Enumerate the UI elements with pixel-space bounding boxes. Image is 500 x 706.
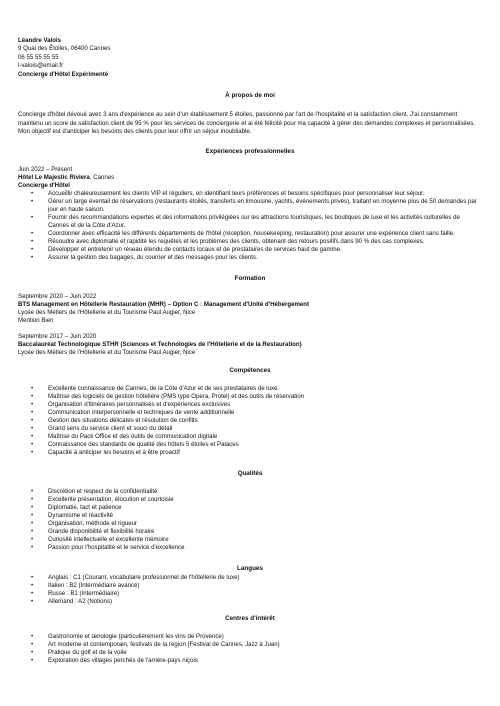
resume-page bbox=[18, 37, 482, 665]
skills-heading: Compétences bbox=[229, 366, 271, 374]
list-item: • Discrétion et respect de la confidentialité bbox=[18, 488, 482, 496]
address: 9 Quai des Étoiles, 06400 Cannes bbox=[18, 45, 111, 53]
education-heading: Formation bbox=[234, 274, 266, 282]
education-entry bbox=[18, 333, 482, 357]
list-item: • Excellente connaissance de Cannes, de la Côte d'Azur et de ses prestataires de luxe bbox=[18, 385, 482, 393]
education-dates: Septembre 2017 – Juin 2020 bbox=[18, 332, 97, 340]
education-note: Mention Bien bbox=[18, 316, 54, 324]
job-dates: Juin 2022 – Présent bbox=[18, 165, 73, 173]
list-item: • Passion pour l'hospitalité et le service d'excellence bbox=[18, 544, 482, 552]
job-employer-line bbox=[18, 174, 482, 182]
list-item: • Communication interpersonnelle et techniques de vente additionnelle bbox=[18, 409, 482, 417]
languages-heading: Langues bbox=[237, 564, 263, 572]
list-item: • Italien : B2 (Intermédiaire avancé) bbox=[18, 582, 482, 590]
list-item: • Grande disponibilité et flexibilité horaire bbox=[18, 528, 482, 536]
list-item: • Résoudre avec diplomatie et rapidité les requêtes et les problèmes des clients, obtenant des retours positifs dans 90 % des cas complexes. bbox=[18, 238, 482, 246]
list-item: • Curiosité intellectuelle et excellente mémoire bbox=[18, 536, 482, 544]
list-item: • Anglais : C1 (Courant, vocabulaire professionnel de l'hôtellerie de luxe) bbox=[18, 574, 482, 582]
education-school: Lycée des Métiers de l'Hôtellerie et du Tourisme Paul Augier, Nice bbox=[18, 308, 196, 316]
education-school: Lycée des Métiers de l'Hôtellerie et du Tourisme Paul Augier, Nice bbox=[18, 348, 196, 356]
experience-heading: Expériences professionnelles bbox=[205, 147, 295, 155]
interests-list bbox=[18, 633, 482, 665]
list-item: • Gérer un large éventail de réservations (restaurants étoilés, transferts en limousine, yachts, événements privés), traitant en moyenne plus de 50 demandes par jour en haute saison. bbox=[18, 198, 482, 214]
list-item: • Coordonner avec efficacité les différents départements de l'hôtel (réception, housekeeping, restauration) pour assurer une expérience client sans faille. bbox=[18, 230, 482, 238]
list-item: • Capacité à anticiper les besoins et à être proactif bbox=[18, 449, 482, 457]
list-item: • Maîtrise du Pack Office et des outils de communication digitale bbox=[18, 433, 482, 441]
job-location: , Cannes bbox=[89, 173, 115, 181]
education-entry bbox=[18, 293, 482, 325]
skills-list bbox=[18, 385, 482, 457]
headline: Concierge d'Hôtel Expérimenté bbox=[18, 70, 109, 78]
languages-list bbox=[18, 574, 482, 606]
list-item: • Connaissance des standards de qualité des hôtels 5 étoiles et Palaces bbox=[18, 441, 482, 449]
list-item: • Maîtrise des logiciels de gestion hôtelière (PMS type Opera, Protel) et des outils de réservation bbox=[18, 393, 482, 401]
list-item: • Développer et entretenir un réseau étendu de contacts locaux et de prestataires de services haut de gamme. bbox=[18, 246, 482, 254]
qualities-heading: Qualités bbox=[237, 469, 263, 477]
job-bullets bbox=[18, 190, 482, 262]
interests-heading: Centres d'intérêt bbox=[225, 614, 275, 622]
list-item: • Gestion des situations délicates et résolution de conflits bbox=[18, 417, 482, 425]
job-role: Concierge d'Hôtel bbox=[18, 181, 70, 189]
list-item: • Organisation d'itinéraires personnalisés et d'expériences exclusives bbox=[18, 401, 482, 409]
list-item: • Assurer la gestion des bagages, du courrier et des messages pour les clients. bbox=[18, 254, 482, 262]
list-item: • Allemand : A2 (Notions) bbox=[18, 598, 482, 606]
phone: 06 55 55 55 55 bbox=[18, 53, 59, 61]
about-heading: À propos de moi bbox=[225, 92, 275, 100]
education-degree: Baccalauréat Technologique STHR (Sciences et Technologies de l'Hôtellerie et de la Restauration) bbox=[18, 340, 302, 348]
list-item: • Grand sens du service client et souci du détail bbox=[18, 425, 482, 433]
list-item: • Russe : B1 (Intermédiaire) bbox=[18, 590, 482, 598]
list-item: • Excellente présentation, élocution et courtoisie bbox=[18, 496, 482, 504]
email: l-valois@email.fr bbox=[18, 62, 64, 70]
list-item: • Diplomatie, tact et patience bbox=[18, 504, 482, 512]
contact-block bbox=[18, 37, 482, 79]
qualities-list bbox=[18, 488, 482, 552]
list-item: • Art moderne et contemporain, festivals de la région (Festival de Cannes, Jazz à Juan) bbox=[18, 641, 482, 649]
job-entry bbox=[18, 166, 482, 262]
list-item: • Fournir des recommandations expertes et des informations privilégiées sur les attractions touristiques, les boutiques de luxe et les activités culturelles de Cannes et de la Côte d'Azur. bbox=[18, 214, 482, 230]
list-item: • Pratique du golf et de la voile bbox=[18, 649, 482, 657]
list-item: • Organisation, méthode et rigueur bbox=[18, 520, 482, 528]
list-item: • Exploration des villages perchés de l'arrière-pays niçois bbox=[18, 657, 482, 665]
list-item: • Gastronomie et œnologie (particulièrement les vins de Provence) bbox=[18, 633, 482, 641]
list-item: • Dynamisme et réactivité bbox=[18, 512, 482, 520]
education-degree: BTS Management en Hôtellerie Restauration (MHR) – Option C : Management d'Unité d'Hébergement bbox=[18, 300, 310, 308]
about-text: Concierge d'hôtel dévoué avec 3 ans d'expérience au sein d'un établissement 5 étoiles, passionné par l'art de l'hospitalité et la satisfaction client. J'ai constamment maintenu un score de satisfaction client de 95 % pour les services de conciergerie et ai été félicité pour ma capacité à gérer des demandes complexes et personnalisées. Mon objectif est d'anticiper les besoins des clients pour leur offrir un séjour inoubliable. bbox=[18, 111, 475, 136]
list-item: • Accueillir chaleureusement les clients VIP et réguliers, en identifiant leurs préférences et besoins spécifiques pour personnaliser leur séjour. bbox=[18, 190, 482, 198]
candidate-name: Léandre Valois bbox=[18, 37, 62, 44]
education-dates: Septembre 2020 – Juin 2022 bbox=[18, 292, 97, 300]
job-employer: Hôtel Le Majestic Riviera bbox=[18, 173, 90, 181]
